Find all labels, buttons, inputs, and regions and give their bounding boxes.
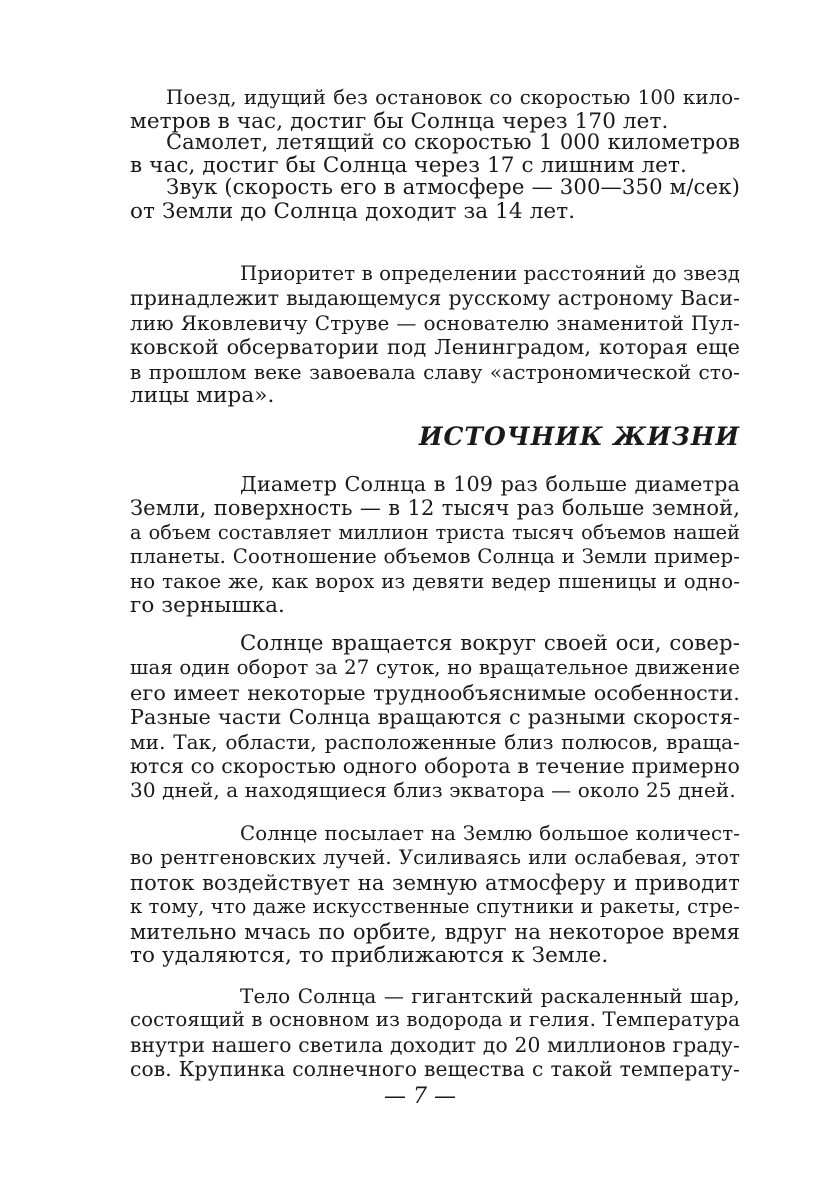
text-line: Диаметр Солнца в 109 раз больше диаметра [240, 472, 740, 496]
text-line: но такое же, как ворох из девяти ведер пшеницы и одно- [130, 569, 740, 593]
text-line: Земли, поверхность — в 12 тысяч раз больше земной, [130, 496, 740, 521]
text-line: сов. Крупинка солнечного вещества с такой температу- [130, 1057, 740, 1082]
paragraph-struve [130, 262, 740, 408]
text-line: лицы мира». [130, 382, 275, 408]
text-line: в час, достиг бы Солнца через 17 с лишним лет. [130, 153, 687, 179]
text-line: внутри нашего светила доходит до 20 миллионов граду- [130, 1032, 740, 1057]
text-line: ми. Так, области, расположенные близ полюсов, враща- [130, 729, 740, 754]
section-heading: ИСТОЧНИК ЖИЗНИ [418, 422, 740, 451]
text-line: во рентгеновских лучей. Усиливаясь или ослабевая, этот [130, 846, 740, 870]
paragraph-diameter [130, 472, 740, 618]
text-line: ются со скоростью одного оборота в течение примерно [130, 753, 740, 778]
text-line: то удаляются, то приближаются к Земле. [130, 942, 609, 968]
text-line: Тело Солнца — гигантский раскаленный шар, [240, 984, 740, 1008]
text-line: Звук (скорость его в атмосфере — 300—350 м/сек) [166, 175, 740, 200]
text-line: принадлежит выдающемуся русскому астроному Васи- [130, 286, 740, 311]
text-line: Самолет, летящий со скоростью 1 000 километров [166, 130, 740, 154]
text-line: Приоритет в определении расстояний до звезд [240, 262, 740, 285]
text-line: 30 дней, а находящиеся близ экватора — около 25 дней. [130, 778, 736, 803]
text-line: шая один оборот за 27 суток, но вращательное движение [130, 656, 740, 680]
text-line: Солнце посылает на Землю большое количест- [240, 822, 740, 845]
text-line: состоящий в основном из водорода и гелия. Температура [130, 1008, 740, 1032]
paragraph-xrays [130, 822, 740, 968]
text-line: его имеет некоторые труднообъяснимые особенности. [130, 680, 740, 705]
paragraph-airplane [130, 130, 740, 179]
text-line: го зернышка. [130, 592, 285, 618]
paragraph-rotation [130, 632, 740, 803]
text-line: поток воздействует на земную атмосферу и приводит [130, 870, 740, 895]
text-line: ковской обсерватории под Ленинградом, которая еще [130, 335, 740, 360]
text-line: лию Яковлевичу Струве — основателю знаменитой Пул- [130, 310, 740, 335]
text-line: метров в час, достиг бы Солнца через 170 лет. [130, 109, 669, 135]
page-number: — 7 — [384, 1084, 456, 1109]
text-line: Солнце вращается вокруг своей оси, совер- [240, 631, 740, 656]
text-line: от Земли до Солнца доходит за 14 лет. [130, 199, 576, 225]
text-line: Поезд, идущий без остановок со скоростью 100 кило- [166, 86, 740, 109]
text-line: планеты. Соотношение объемов Солнца и Земли пример- [130, 545, 740, 569]
text-line: мительно мчась по орбите, вдруг на некоторое время [130, 919, 740, 944]
paragraph-sound [130, 176, 740, 225]
paragraph-composition [130, 984, 740, 1082]
text-line: в прошлом веке завоевала славу «астрономической сто- [130, 359, 740, 384]
paragraph-train [130, 86, 740, 135]
text-line: к тому, что даже искусственные спутники и ракеты, стре- [130, 895, 740, 919]
text-line: а объем составляет миллион триста тысяч объемов нашей [130, 520, 740, 544]
text-line: Разные части Солнца вращаются с разными скоростя- [130, 705, 740, 730]
